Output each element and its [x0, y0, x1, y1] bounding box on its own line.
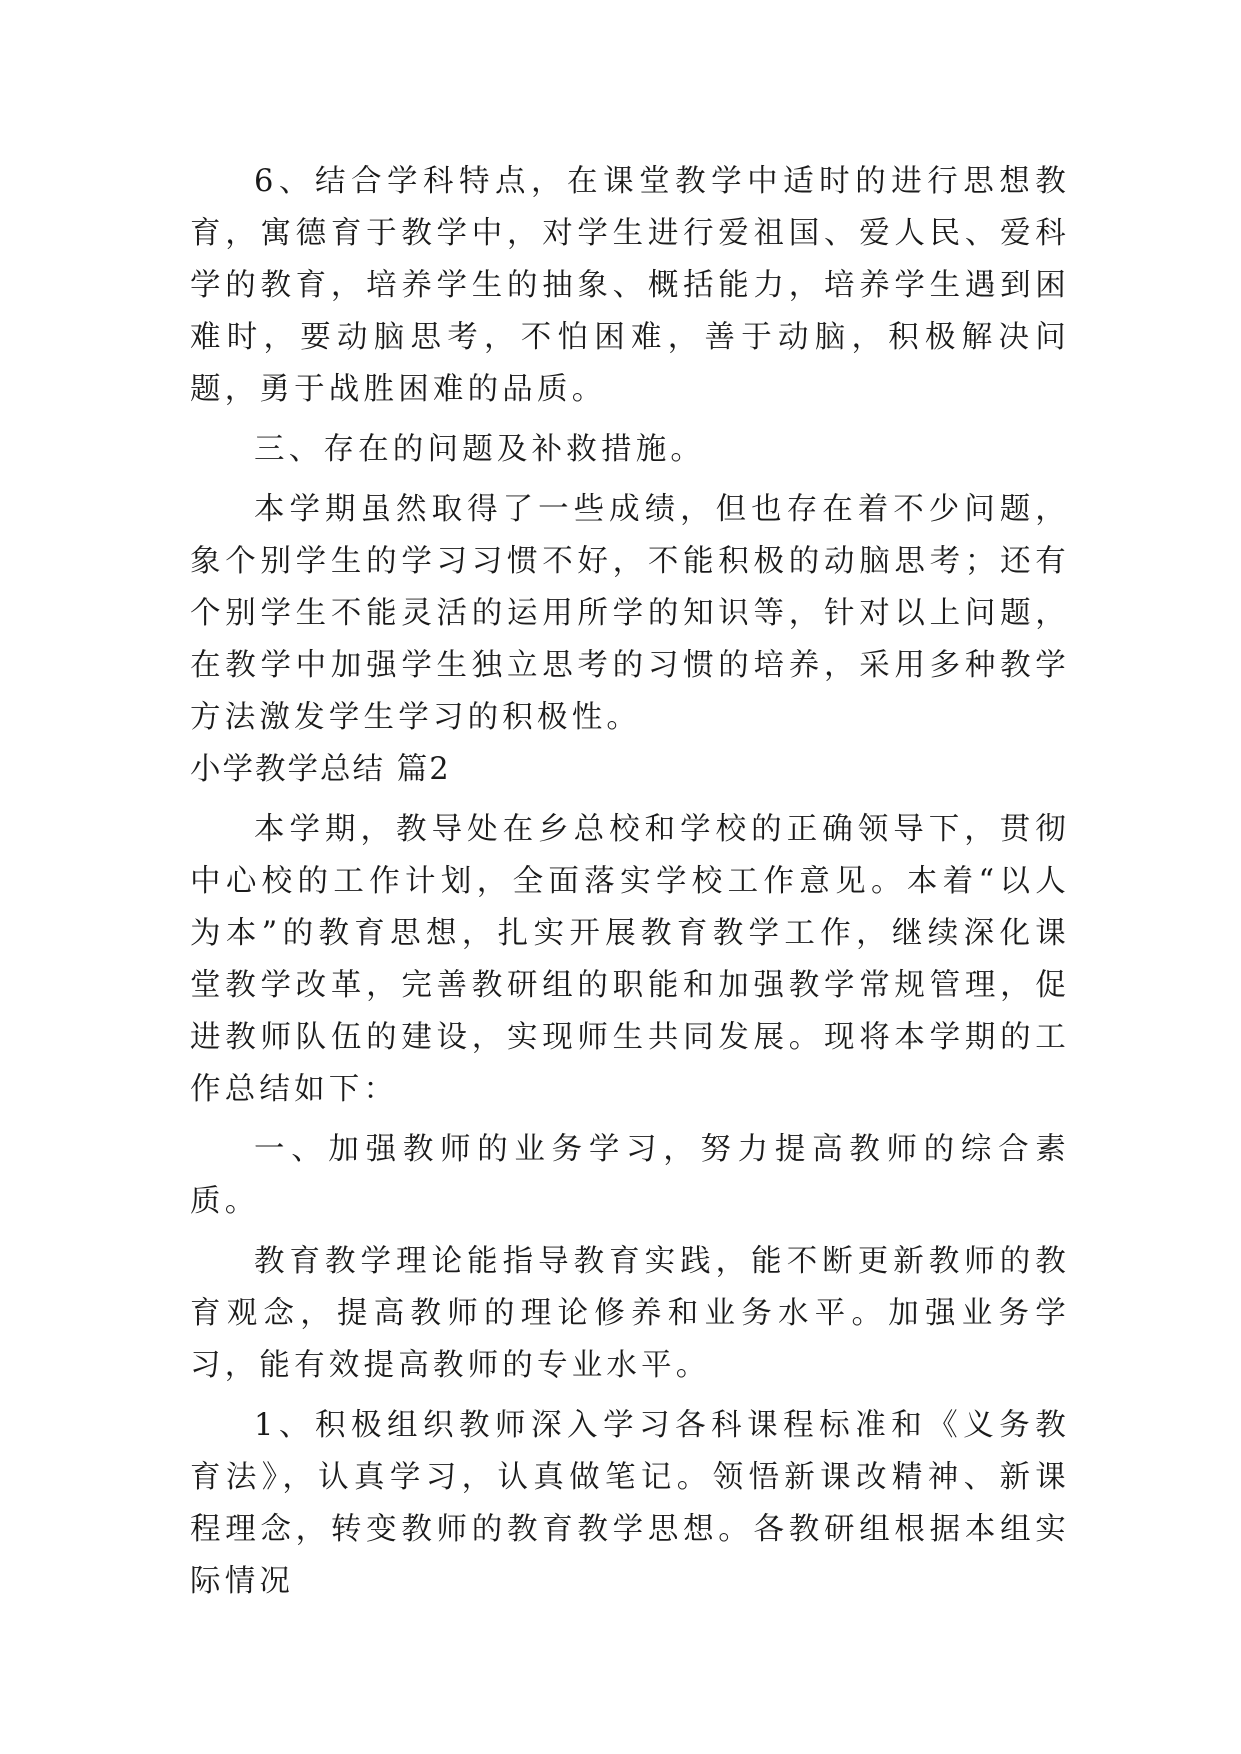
section-heading-problems: 三、存在的问题及补救措施。	[254, 432, 706, 467]
paragraph-problems: 本学期虽然取得了一些成绩，但也存在着不少问题，象个别学生的学习习惯不好，不能积极的动脑思考；还有个别学生不能灵活的运用所学的知识等，针对以上问题，在教学中加强学生独立思考的习惯的培养，采用多种教学方法激发学生学习的积极性。	[190, 492, 1070, 735]
paragraph-item-1: 1、积极组织教师深入学习各科课程标准和《义务教育法》，认真学习，认真做笔记。领悟新课改精神、新课程理念，转变教师的教育教学思想。各教研组根据本组实际情况	[190, 1408, 1070, 1599]
paragraph-item-6: 6、结合学科特点，在课堂教学中适时的进行思想教育，寓德育于教学中，对学生进行爱祖国、爱人民、爱科学的教育，培养学生的抽象、概括能力，培养学生遇到困难时，要动脑思考，不怕困难，善于动脑，积极解决问题，勇于战胜困难的品质。	[190, 164, 1070, 407]
article-title: 小学教学总结 篇2	[190, 752, 451, 787]
paragraph-theory: 教育教学理论能指导教育实践，能不断更新教师的教育观念，提高教师的理论修养和业务水平。加强业务学习，能有效提高教师的专业水平。	[190, 1244, 1070, 1383]
section-heading-teacher-study: 一、加强教师的业务学习，努力提高教师的综合素质。	[190, 1132, 1070, 1219]
paragraph-intro: 本学期，教导处在乡总校和学校的正确领导下，贯彻中心校的工作计划，全面落实学校工作意见。本着“以人为本”的教育思想，扎实开展教育教学工作，继续深化课堂教学改革，完善教研组的职能和加强教学常规管理，促进教师队伍的建设，实现师生共同发展。现将本学期的工作总结如下：	[190, 812, 1070, 1107]
document-page	[190, 156, 1070, 1608]
